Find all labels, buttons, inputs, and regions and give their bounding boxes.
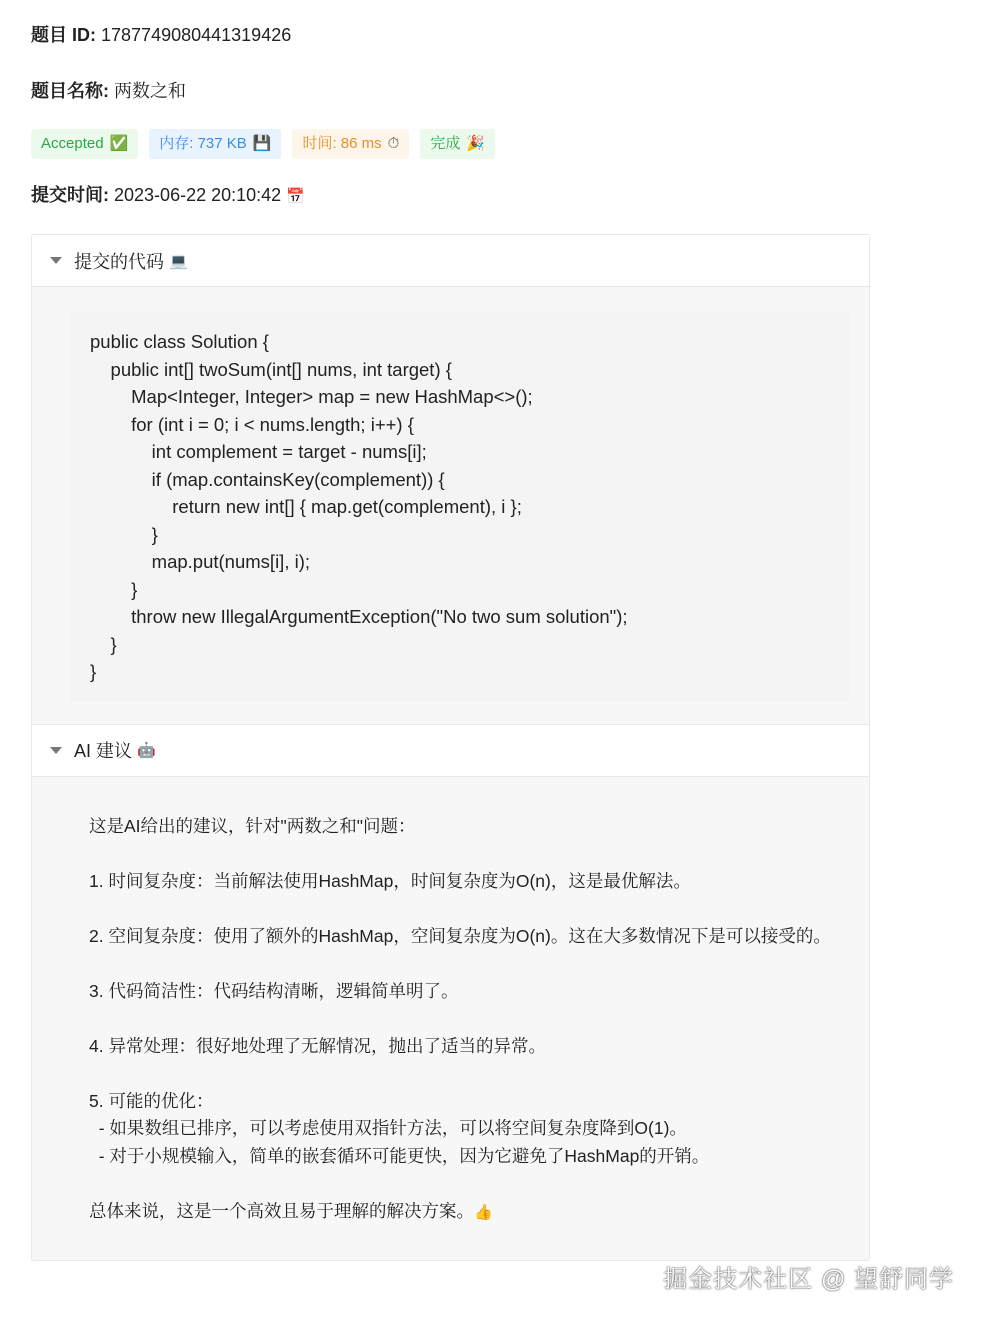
badge-text: 内存: 737 KB bbox=[159, 135, 247, 152]
code-panel-body bbox=[32, 287, 869, 724]
problem-name-value: 两数之和 bbox=[114, 81, 187, 101]
ai-point: 4. 异常处理：很好地处理了无解情况，抛出了适当的异常。 bbox=[89, 1035, 546, 1056]
ai-point: 5. 可能的优化： bbox=[89, 1090, 214, 1111]
caret-down-icon bbox=[50, 257, 62, 264]
ai-panel-body bbox=[32, 777, 869, 1261]
ai-intro: 这是AI给出的建议，针对"两数之和"问题： bbox=[89, 815, 416, 836]
code-line: throw new IllegalArgumentException("No two sum solution"); bbox=[90, 606, 628, 627]
stopwatch-icon: ⏱ bbox=[387, 135, 400, 152]
summary-text: 总体来说，这是一个高效且易于理解的解决方案。 bbox=[89, 1200, 474, 1221]
code-panel-title: 提交的代码 bbox=[74, 251, 164, 272]
done-badge bbox=[420, 129, 495, 159]
thumbs-up-icon: 👍 bbox=[474, 1203, 493, 1221]
ai-sub-point: - 对于小规模输入，简单的嵌套循环可能更快，因为它避免了HashMap的开销。 bbox=[89, 1145, 710, 1166]
ai-point: 1. 时间复杂度：当前解法使用HashMap，时间复杂度为O(n)，这是最优解法。 bbox=[89, 870, 691, 891]
check-icon: ✅ bbox=[109, 135, 129, 152]
submit-time-label: 提交时间: bbox=[31, 185, 109, 205]
code-line: for (int i = 0; i < nums.length; i++) { bbox=[90, 413, 414, 435]
floppy-disk-icon: 💾 bbox=[252, 135, 272, 152]
watermark: 掘金技术社区 @ 望舒同学 bbox=[663, 1266, 954, 1293]
code-line: if (map.containsKey(complement)) { bbox=[90, 468, 445, 490]
status-tags bbox=[31, 129, 495, 159]
problem-id-value: 1787749080441319426 bbox=[101, 25, 292, 45]
ai-point: 2. 空间复杂度：使用了额外的HashMap，空间复杂度为O(n)。这在大多数情况下是可以接受的。 bbox=[89, 925, 831, 946]
problem-id-label: 题目 ID: bbox=[31, 25, 96, 45]
code-line: } bbox=[90, 578, 138, 600]
calendar-icon: 📅 bbox=[286, 188, 305, 205]
submit-time bbox=[31, 181, 305, 207]
ai-panel-title: AI 建议 bbox=[74, 741, 133, 761]
caret-down-icon bbox=[50, 747, 62, 754]
code-block bbox=[70, 312, 849, 702]
accepted-badge bbox=[31, 129, 138, 159]
code-line: } bbox=[90, 633, 117, 655]
badge-text: 完成 bbox=[430, 135, 461, 152]
badge-text: Accepted bbox=[41, 135, 104, 152]
laptop-icon: 💻 bbox=[169, 252, 188, 270]
problem-id bbox=[31, 21, 291, 47]
code-line: return new int[] { map.get(complement), i }; bbox=[90, 496, 522, 517]
ai-sub-point: - 如果数组已排序，可以考虑使用双指针方法，可以将空间复杂度降到O(1)。 bbox=[89, 1118, 687, 1138]
ai-summary bbox=[89, 1198, 849, 1227]
code-line: Map<Integer, Integer> map = new HashMap<>(); bbox=[90, 386, 533, 407]
time-badge bbox=[292, 129, 409, 159]
code-line: } bbox=[90, 661, 97, 682]
memory-badge bbox=[149, 129, 281, 159]
code-line: map.put(nums[i], i); bbox=[90, 551, 311, 572]
code-line: } bbox=[90, 523, 158, 545]
submit-time-value: 2023-06-22 20:10:42 bbox=[114, 185, 282, 205]
code-line: public class Solution { bbox=[90, 331, 269, 352]
robot-icon: 🤖 bbox=[137, 742, 156, 759]
problem-name bbox=[31, 77, 186, 103]
collapse-panel bbox=[31, 234, 870, 1261]
ai-point: 3. 代码简洁性：代码结构清晰，逻辑简单明了。 bbox=[89, 980, 459, 1001]
ai-panel-header[interactable] bbox=[32, 724, 869, 777]
party-popper-icon: 🎉 bbox=[466, 135, 486, 152]
code-line: public int[] twoSum(int[] nums, int target) { bbox=[90, 358, 452, 380]
code-line: int complement = target - nums[i]; bbox=[90, 441, 427, 462]
badge-text: 时间: 86 ms bbox=[302, 135, 382, 152]
problem-name-label: 题目名称: bbox=[31, 81, 109, 101]
code-panel-header[interactable] bbox=[32, 235, 869, 287]
